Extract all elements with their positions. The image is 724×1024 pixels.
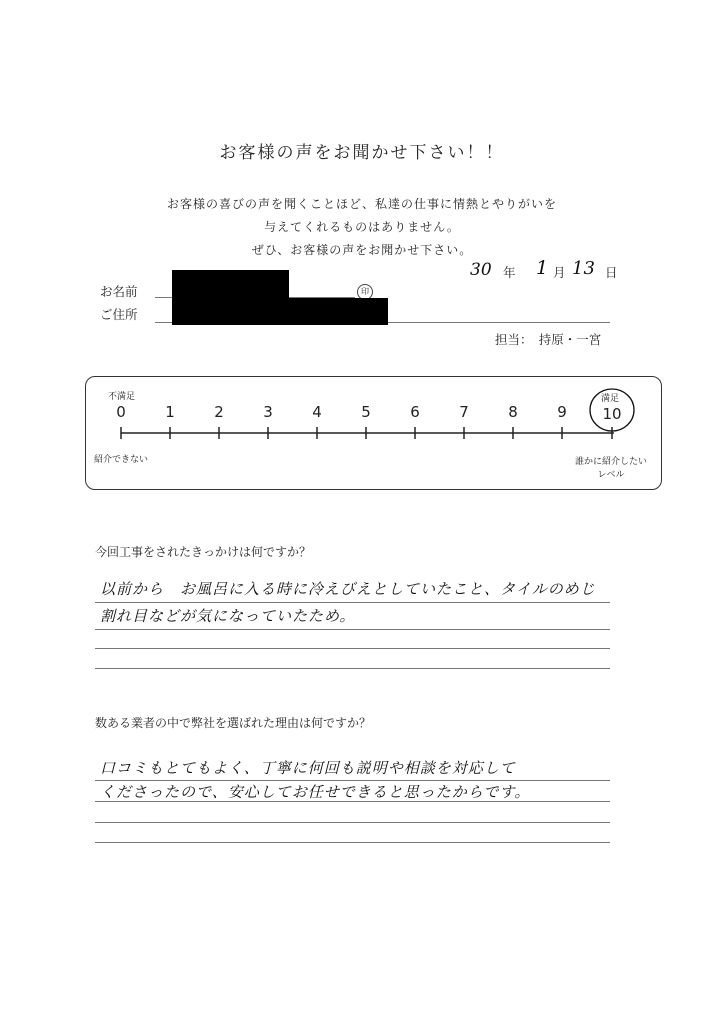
scale-number-9: 9 — [557, 403, 567, 421]
satisfaction-scale — [85, 376, 662, 490]
date-day-value: 13 — [572, 258, 595, 279]
name-label: お名前 — [100, 284, 138, 299]
date-year-label: 年 — [503, 265, 516, 280]
scale-number-0: 0 — [116, 403, 126, 421]
q2-rule-4 — [95, 842, 610, 843]
intro-line-3: ぜひ、お客様の声をお聞かせ下さい。 — [251, 243, 473, 257]
date-year-value: 30 — [470, 260, 492, 280]
q2-answer-line-2: くださったので、安心してお任せできると思ったからです。 — [100, 783, 531, 801]
q2-answer-line-1: 口コミもとてもよく、丁寧に何回も説明や相談を対応して — [100, 759, 516, 777]
scale-number-6: 6 — [410, 403, 420, 421]
q1-rule-2 — [95, 629, 610, 630]
date-row — [470, 257, 630, 284]
scale-number-4: 4 — [312, 403, 322, 421]
address-redaction — [172, 298, 388, 325]
date-month-label: 月 — [553, 265, 566, 280]
scale-high-caption-1: 誰かに紹介したい — [574, 457, 647, 467]
address-label: ご住所 — [100, 307, 138, 322]
scale-number-3: 3 — [263, 403, 273, 421]
scale-number-7: 7 — [459, 403, 469, 421]
scale-high-label: 満足 — [601, 394, 620, 404]
q1-answer-line-2: 割れ目などが気になっていたため。 — [100, 607, 356, 625]
date-day-label: 日 — [605, 265, 618, 280]
scale-low-label: 不満足 — [108, 392, 136, 402]
q2-question: 数ある業者の中で弊社を選ばれた理由は何ですか？ — [95, 716, 372, 730]
q1-rule-1 — [95, 602, 610, 603]
q1-rule-4 — [95, 668, 610, 669]
intro-line-2: 与えてくれるものはありません。 — [264, 220, 460, 234]
q1-question: 今回工事をされたきっかけは何ですか？ — [95, 545, 312, 559]
scale-high-caption-2: レベル — [597, 470, 625, 480]
q2-rule-3 — [95, 822, 610, 823]
date-month-value: 1 — [536, 257, 549, 279]
scale-number-8: 8 — [508, 403, 518, 421]
scale-number-1: 1 — [165, 403, 175, 421]
q1-answer-line-1: 以前から お風呂に入る時に冷えびえとしていたこと、タイルのめじ — [100, 580, 596, 598]
selected-score-circle — [590, 389, 634, 431]
intro-line-1: お客様の喜びの声を聞くことほど、私達の仕事に情熱とやりがいを — [166, 197, 557, 211]
form-title: お客様の声をお聞かせ下さい！！ — [219, 143, 505, 163]
scale-number-2: 2 — [214, 403, 224, 421]
scale-number-5: 5 — [361, 403, 371, 421]
staff-text: 担当： 持原・一宮 — [495, 332, 602, 347]
q1-rule-3 — [95, 648, 610, 649]
name-redaction — [172, 270, 289, 300]
scale-number-10: 10 — [602, 405, 622, 423]
scale-low-caption: 紹介できない — [94, 455, 149, 465]
seal-mark: 印 — [357, 284, 373, 300]
